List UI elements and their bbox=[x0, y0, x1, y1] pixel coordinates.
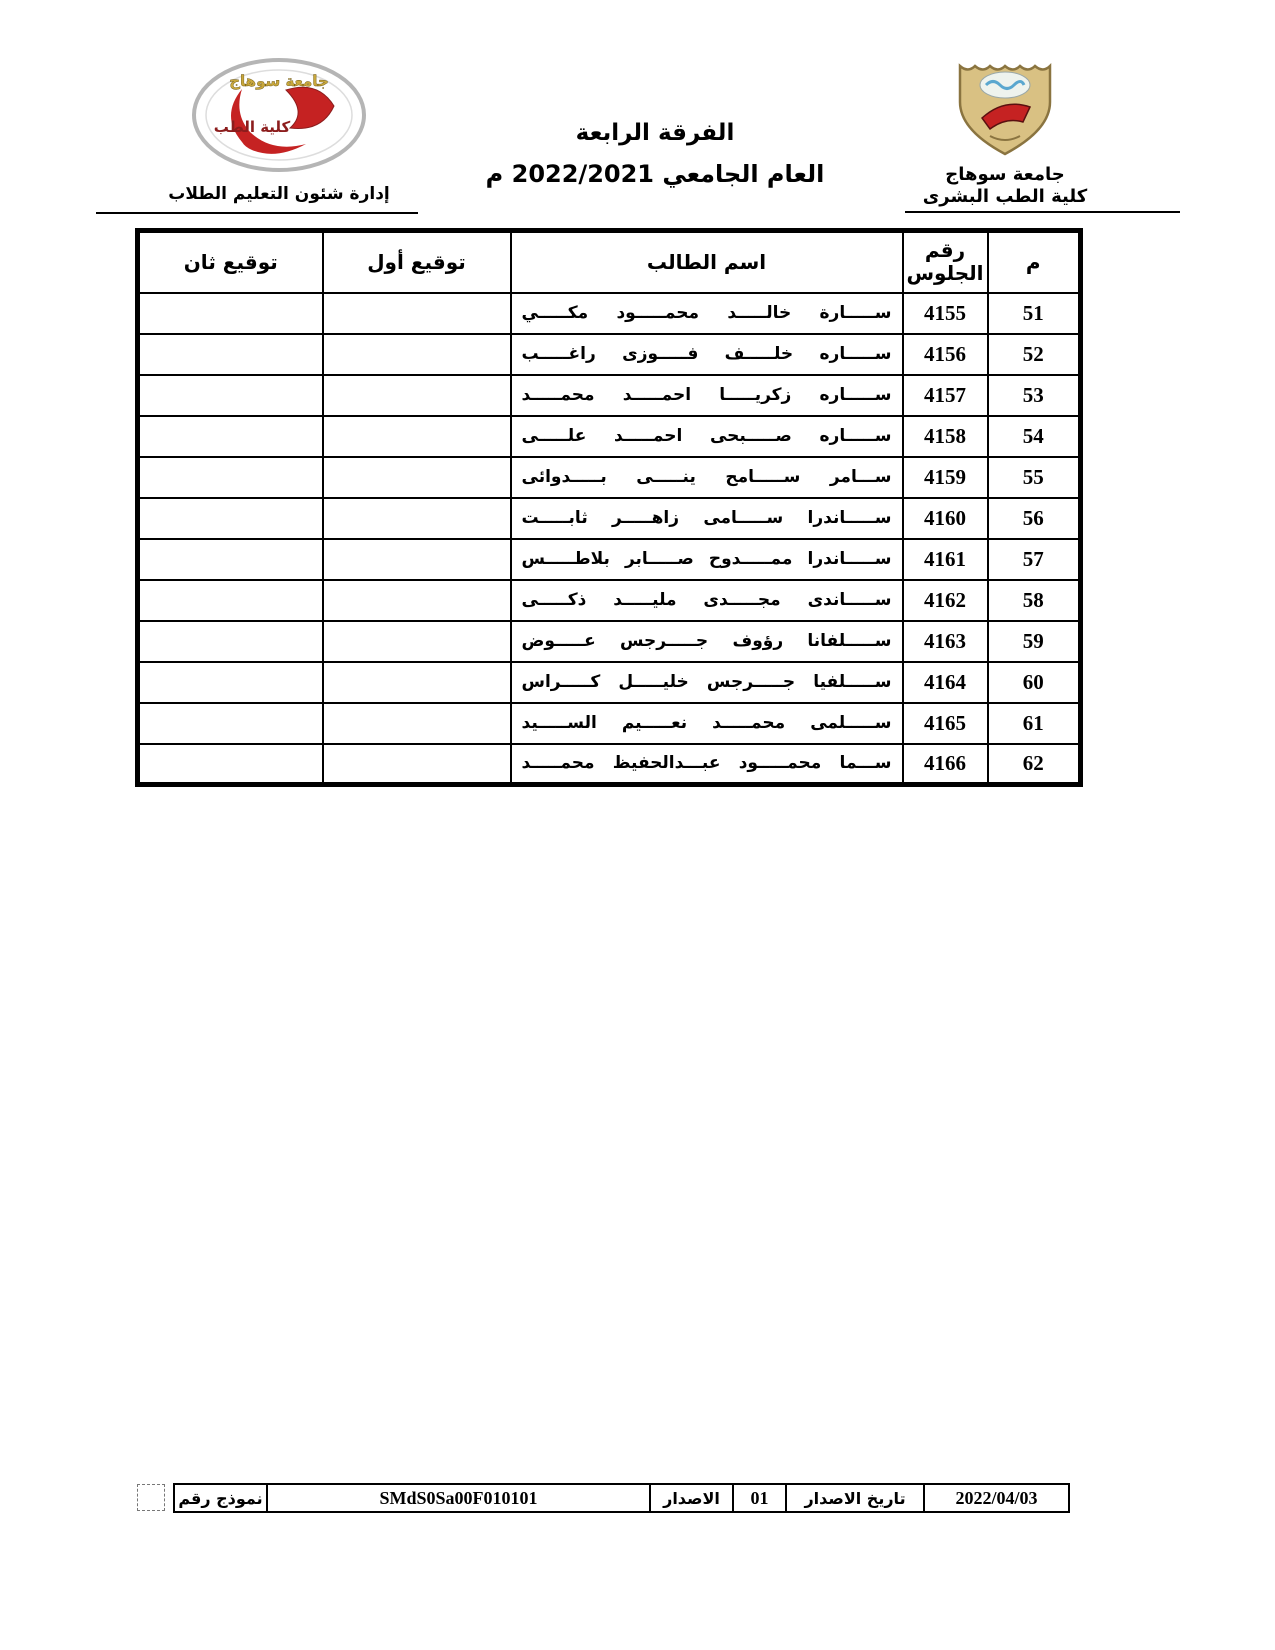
seat-number-cell: 4163 bbox=[903, 621, 988, 662]
first-signature-cell bbox=[323, 293, 511, 334]
table-row bbox=[138, 457, 1081, 498]
table-row bbox=[138, 662, 1081, 703]
student-name-cell: ســـــلمى محمـــــد نعـــــيم الســـــيد bbox=[511, 703, 903, 744]
oval-logo-bottom-text: كلية الطب bbox=[213, 118, 291, 136]
first-signature-cell bbox=[323, 539, 511, 580]
table-row bbox=[138, 539, 1081, 580]
header-title-block bbox=[420, 120, 890, 188]
version-value: 01 bbox=[732, 1483, 787, 1513]
form-code-value: SMdS0Sa00F010101 bbox=[266, 1483, 651, 1513]
second-signature-cell bbox=[138, 539, 323, 580]
table-header-row bbox=[138, 231, 1081, 293]
second-signature-cell bbox=[138, 334, 323, 375]
student-roster-table bbox=[135, 228, 1083, 787]
table-row bbox=[138, 744, 1081, 785]
header-admin-block bbox=[148, 56, 410, 204]
seat-number-cell: 4162 bbox=[903, 580, 988, 621]
table-row bbox=[138, 703, 1081, 744]
table-row bbox=[138, 416, 1081, 457]
second-signature-cell bbox=[138, 621, 323, 662]
second-signature-cell bbox=[138, 416, 323, 457]
second-signature-cell bbox=[138, 662, 323, 703]
row-index-cell: 52 bbox=[988, 334, 1081, 375]
first-signature-cell bbox=[323, 703, 511, 744]
oval-logo-top-text: جامعة سوهاج bbox=[229, 72, 329, 90]
grade-title: الفرقة الرابعة bbox=[575, 120, 735, 146]
row-index-cell: 54 bbox=[988, 416, 1081, 457]
header-seat-line2: الجلوس bbox=[906, 261, 984, 286]
header-seat-line1: رقم bbox=[924, 238, 966, 263]
seat-number-cell: 4161 bbox=[903, 539, 988, 580]
header-university-block bbox=[905, 58, 1105, 207]
seat-number-cell: 4166 bbox=[903, 744, 988, 785]
university-shield-icon bbox=[950, 58, 1060, 158]
student-name-cell: ســـامر ســـــامح ينـــــى بـــــدوائى bbox=[511, 457, 903, 498]
first-signature-cell bbox=[323, 334, 511, 375]
header-index: م bbox=[988, 231, 1081, 293]
student-name-cell: ســـــلفيا جـــــرجس خليـــــل كـــــراس bbox=[511, 662, 903, 703]
header-student-name: اسم الطالب bbox=[511, 231, 903, 293]
first-signature-cell bbox=[323, 416, 511, 457]
seat-number-cell: 4159 bbox=[903, 457, 988, 498]
student-name-cell: ســـــارة خالـــــد محمـــــود مكـــــي bbox=[511, 293, 903, 334]
student-name-cell: ســـــاره زكريـــــا احمـــــد محمـــــد bbox=[511, 375, 903, 416]
student-name-cell: ســـما محمـــــود عبـــدالحفيظ محمـــــد bbox=[511, 744, 903, 785]
table-row bbox=[138, 498, 1081, 539]
academic-year-title: العام الجامعي 2022/2021 م bbox=[485, 160, 825, 188]
table-row bbox=[138, 334, 1081, 375]
row-index-cell: 60 bbox=[988, 662, 1081, 703]
row-index-cell: 58 bbox=[988, 580, 1081, 621]
row-index-cell: 55 bbox=[988, 457, 1081, 498]
header-second-signature: توقيع ثان bbox=[138, 231, 323, 293]
row-index-cell: 56 bbox=[988, 498, 1081, 539]
first-signature-cell bbox=[323, 580, 511, 621]
header-seat-number bbox=[903, 231, 988, 293]
second-signature-cell bbox=[138, 293, 323, 334]
roster-body bbox=[138, 293, 1081, 785]
seat-number-cell: 4164 bbox=[903, 662, 988, 703]
issue-date-label: تاريخ الاصدار bbox=[785, 1483, 925, 1513]
student-name-cell: ســـــلفانا رؤوف جـــــرجس عـــــوض bbox=[511, 621, 903, 662]
footer-form-bar bbox=[175, 1483, 1080, 1513]
student-name-cell: ســـــاندرا ســـــامى زاهـــــر ثابـــــت bbox=[511, 498, 903, 539]
row-index-cell: 57 bbox=[988, 539, 1081, 580]
seat-number-cell: 4165 bbox=[903, 703, 988, 744]
second-signature-cell bbox=[138, 498, 323, 539]
seat-number-cell: 4157 bbox=[903, 375, 988, 416]
second-signature-cell bbox=[138, 744, 323, 785]
first-signature-cell bbox=[323, 662, 511, 703]
second-signature-cell bbox=[138, 580, 323, 621]
form-number-label: نموذج رقم bbox=[173, 1483, 268, 1513]
row-index-cell: 62 bbox=[988, 744, 1081, 785]
version-label: الاصدار bbox=[649, 1483, 734, 1513]
header-left-underline bbox=[96, 212, 418, 214]
row-index-cell: 61 bbox=[988, 703, 1081, 744]
row-index-cell: 53 bbox=[988, 375, 1081, 416]
first-signature-cell bbox=[323, 457, 511, 498]
faculty-oval-logo-icon bbox=[190, 56, 368, 174]
first-signature-cell bbox=[323, 621, 511, 662]
row-index-cell: 59 bbox=[988, 621, 1081, 662]
header-first-signature: توقيع أول bbox=[323, 231, 511, 293]
first-signature-cell bbox=[323, 498, 511, 539]
second-signature-cell bbox=[138, 457, 323, 498]
university-name: جامعة سوهاج bbox=[945, 164, 1065, 185]
table-row bbox=[138, 293, 1081, 334]
first-signature-cell bbox=[323, 744, 511, 785]
second-signature-cell bbox=[138, 375, 323, 416]
student-name-cell: ســـــاره صـــــبحى احمـــــد علـــــى bbox=[511, 416, 903, 457]
student-name-cell: ســـــاندرا ممـــــدوح صـــــابر بلاطـــــس bbox=[511, 539, 903, 580]
table-row bbox=[138, 580, 1081, 621]
seat-number-cell: 4160 bbox=[903, 498, 988, 539]
header-right-underline bbox=[905, 211, 1180, 213]
first-signature-cell bbox=[323, 375, 511, 416]
footer-dashed-box bbox=[137, 1484, 165, 1511]
second-signature-cell bbox=[138, 703, 323, 744]
faculty-name: كلية الطب البشرى bbox=[922, 186, 1088, 207]
admin-title: إدارة شئون التعليم الطلاب bbox=[168, 184, 390, 204]
seat-number-cell: 4156 bbox=[903, 334, 988, 375]
table-row bbox=[138, 621, 1081, 662]
issue-date-value: 2022/04/03 bbox=[923, 1483, 1070, 1513]
table-row bbox=[138, 375, 1081, 416]
seat-number-cell: 4155 bbox=[903, 293, 988, 334]
seat-number-cell: 4158 bbox=[903, 416, 988, 457]
student-name-cell: ســـــاندى مجـــــدى مليـــــد ذكـــــى bbox=[511, 580, 903, 621]
student-name-cell: ســـــاره خلـــــف فـــــوزى راغـــــب bbox=[511, 334, 903, 375]
row-index-cell: 51 bbox=[988, 293, 1081, 334]
